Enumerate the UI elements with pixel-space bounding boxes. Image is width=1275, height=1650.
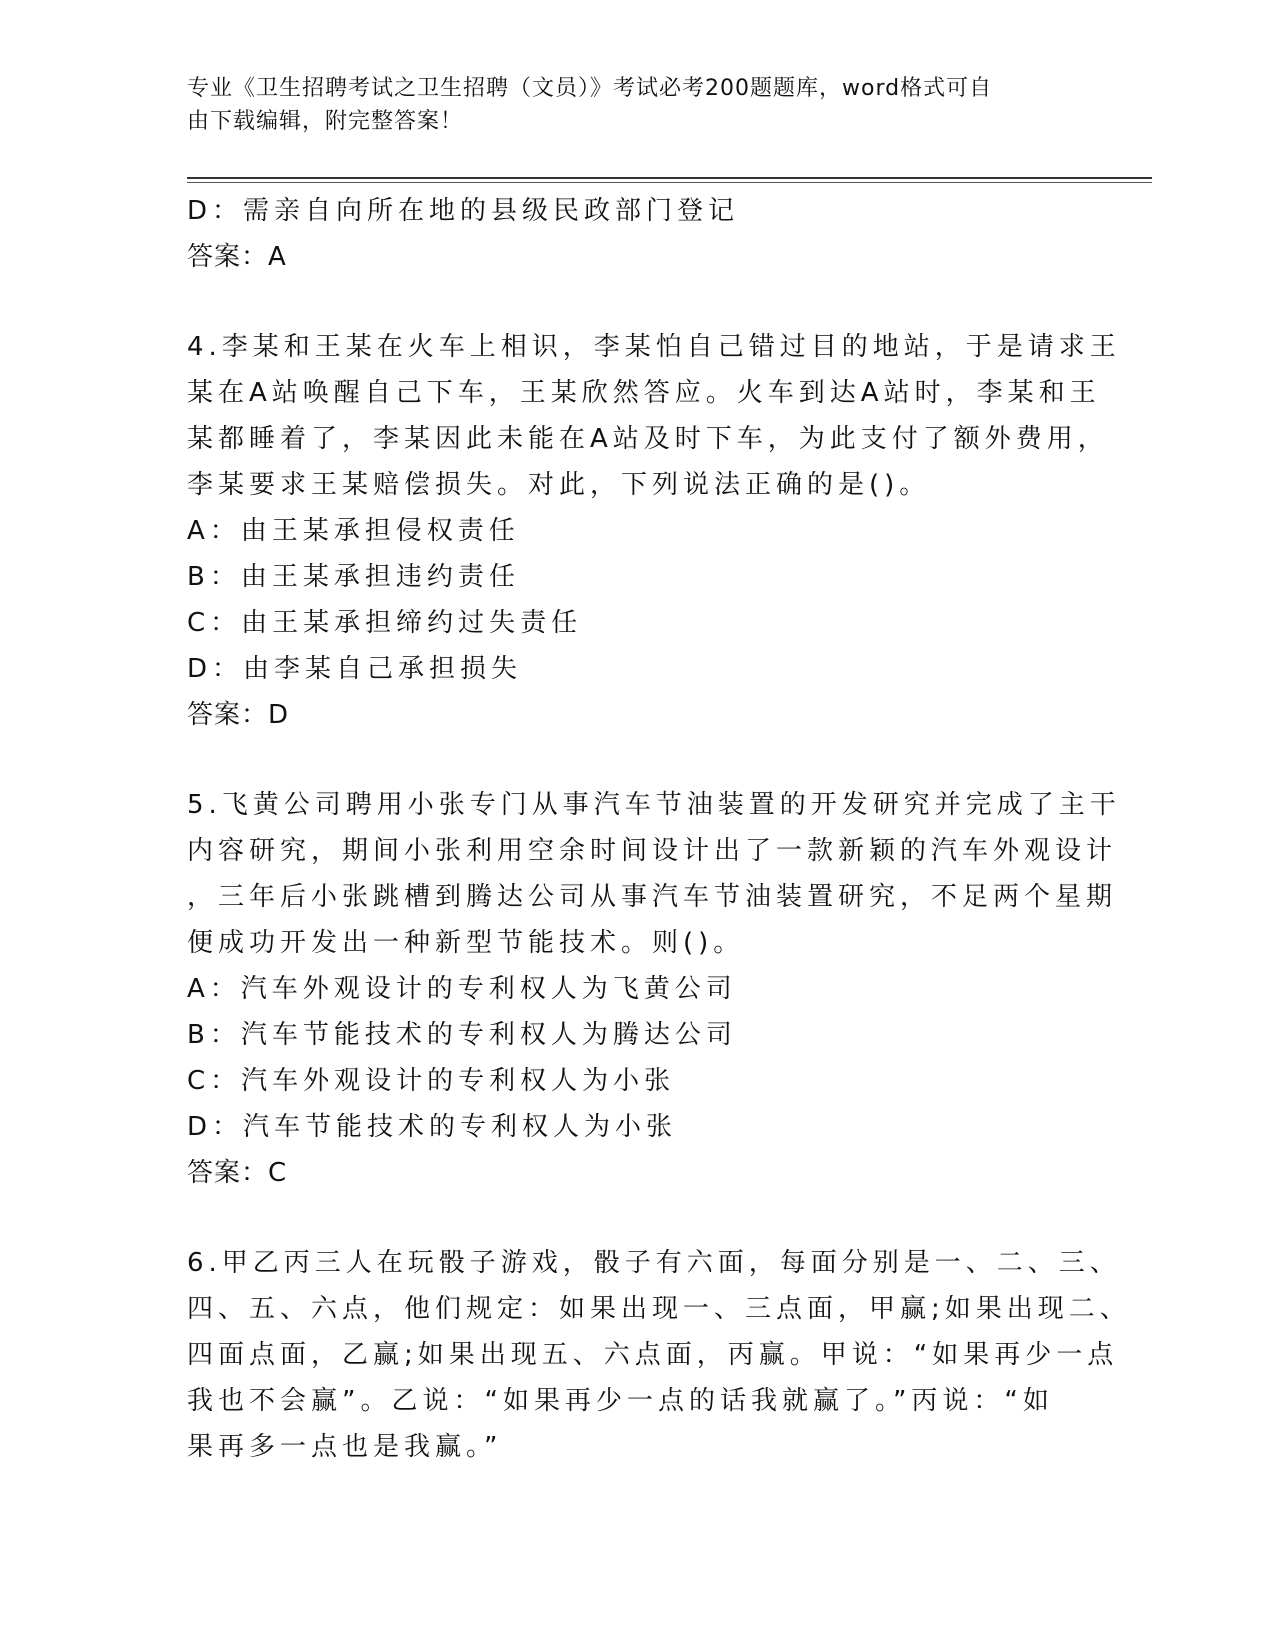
header-title-line-1: 专业《卫生招聘考试之卫生招聘（文员）》考试必考200题题库，word格式可自: [187, 76, 993, 101]
question-list: [187, 188, 1131, 1470]
header-divider-thin: [187, 182, 1152, 183]
header-divider-thick: [187, 177, 1152, 179]
question-4-answer: 答案：D: [187, 700, 290, 730]
question-4-option-c: C：由王某承担缔约过失责任: [187, 608, 583, 638]
question-5-option-a: A：汽车外观设计的专利权人为飞黄公司: [187, 974, 737, 1004]
spacer: [187, 280, 1077, 324]
document-header: [187, 72, 1077, 138]
question-4-option-d: D：由李某自己承担损失: [187, 654, 523, 684]
question-5-stem-line: ，三年后小张跳槽到腾达公司从事汽车节油装置研究，不足两个星期: [187, 882, 1118, 912]
spacer: [187, 738, 1077, 782]
question-5-stem-line: 内容研究，期间小张利用空余时间设计出了一款新颖的汽车外观设计: [187, 836, 1118, 866]
question-5-stem-line: 5.飞黄公司聘用小张专门从事汽车节油装置的开发研究并完成了主干: [187, 790, 1121, 820]
question-5-option-c: C：汽车外观设计的专利权人为小张: [187, 1066, 676, 1096]
question-5-answer: 答案：C: [187, 1158, 288, 1188]
question-6: [187, 1240, 1131, 1470]
question-4-stem-line: 某都睡着了，李某因此未能在A站及时下车，为此支付了额外费用，: [187, 424, 1109, 454]
question-6-stem-line: 四、五、六点，他们规定：如果出现一、三点面，甲赢;如果出现二、: [187, 1294, 1131, 1324]
question-4: [187, 324, 1121, 738]
question-6-stem-line: 我也不会赢”。乙说：“如果再少一点的话我就赢了。”丙说：“如: [187, 1386, 1054, 1416]
question-4-stem-line: 4.李某和王某在火车上相识，李某怕自己错过目的地站，于是请求王: [187, 332, 1121, 362]
question-5-option-b: B：汽车节能技术的专利权人为腾达公司: [187, 1020, 737, 1050]
spacer: [187, 1196, 1077, 1240]
header-title-line-2: 由下载编辑，附完整答案！: [187, 109, 464, 134]
question-3-tail: [187, 188, 1077, 280]
question-4-stem-line: 李某要求王某赔偿损失。对此，下列说法正确的是()。: [187, 470, 931, 500]
question-3-option-d: D：需亲自向所在地的县级民政部门登记: [187, 196, 740, 226]
question-5-option-d: D：汽车节能技术的专利权人为小张: [187, 1112, 678, 1142]
question-3-answer: 答案：A: [187, 242, 287, 272]
question-5-stem-line: 便成功开发出一种新型节能技术。则()。: [187, 928, 745, 958]
question-4-option-b: B：由王某承担违约责任: [187, 562, 520, 592]
question-4-stem-line: 某在A站唤醒自己下车，王某欣然答应。火车到达A站时，李某和王: [187, 378, 1101, 408]
question-6-stem-line: 果再多一点也是我赢。”: [187, 1432, 503, 1462]
question-4-option-a: A：由王某承担侵权责任: [187, 516, 520, 546]
question-5: [187, 782, 1121, 1196]
question-6-stem-line: 四面点面，乙赢;如果出现五、六点面，丙赢。甲说：“如果再少一点: [187, 1340, 1119, 1370]
question-6-stem-line: 6.甲乙丙三人在玩骰子游戏，骰子有六面，每面分别是一、二、三、: [187, 1248, 1121, 1278]
